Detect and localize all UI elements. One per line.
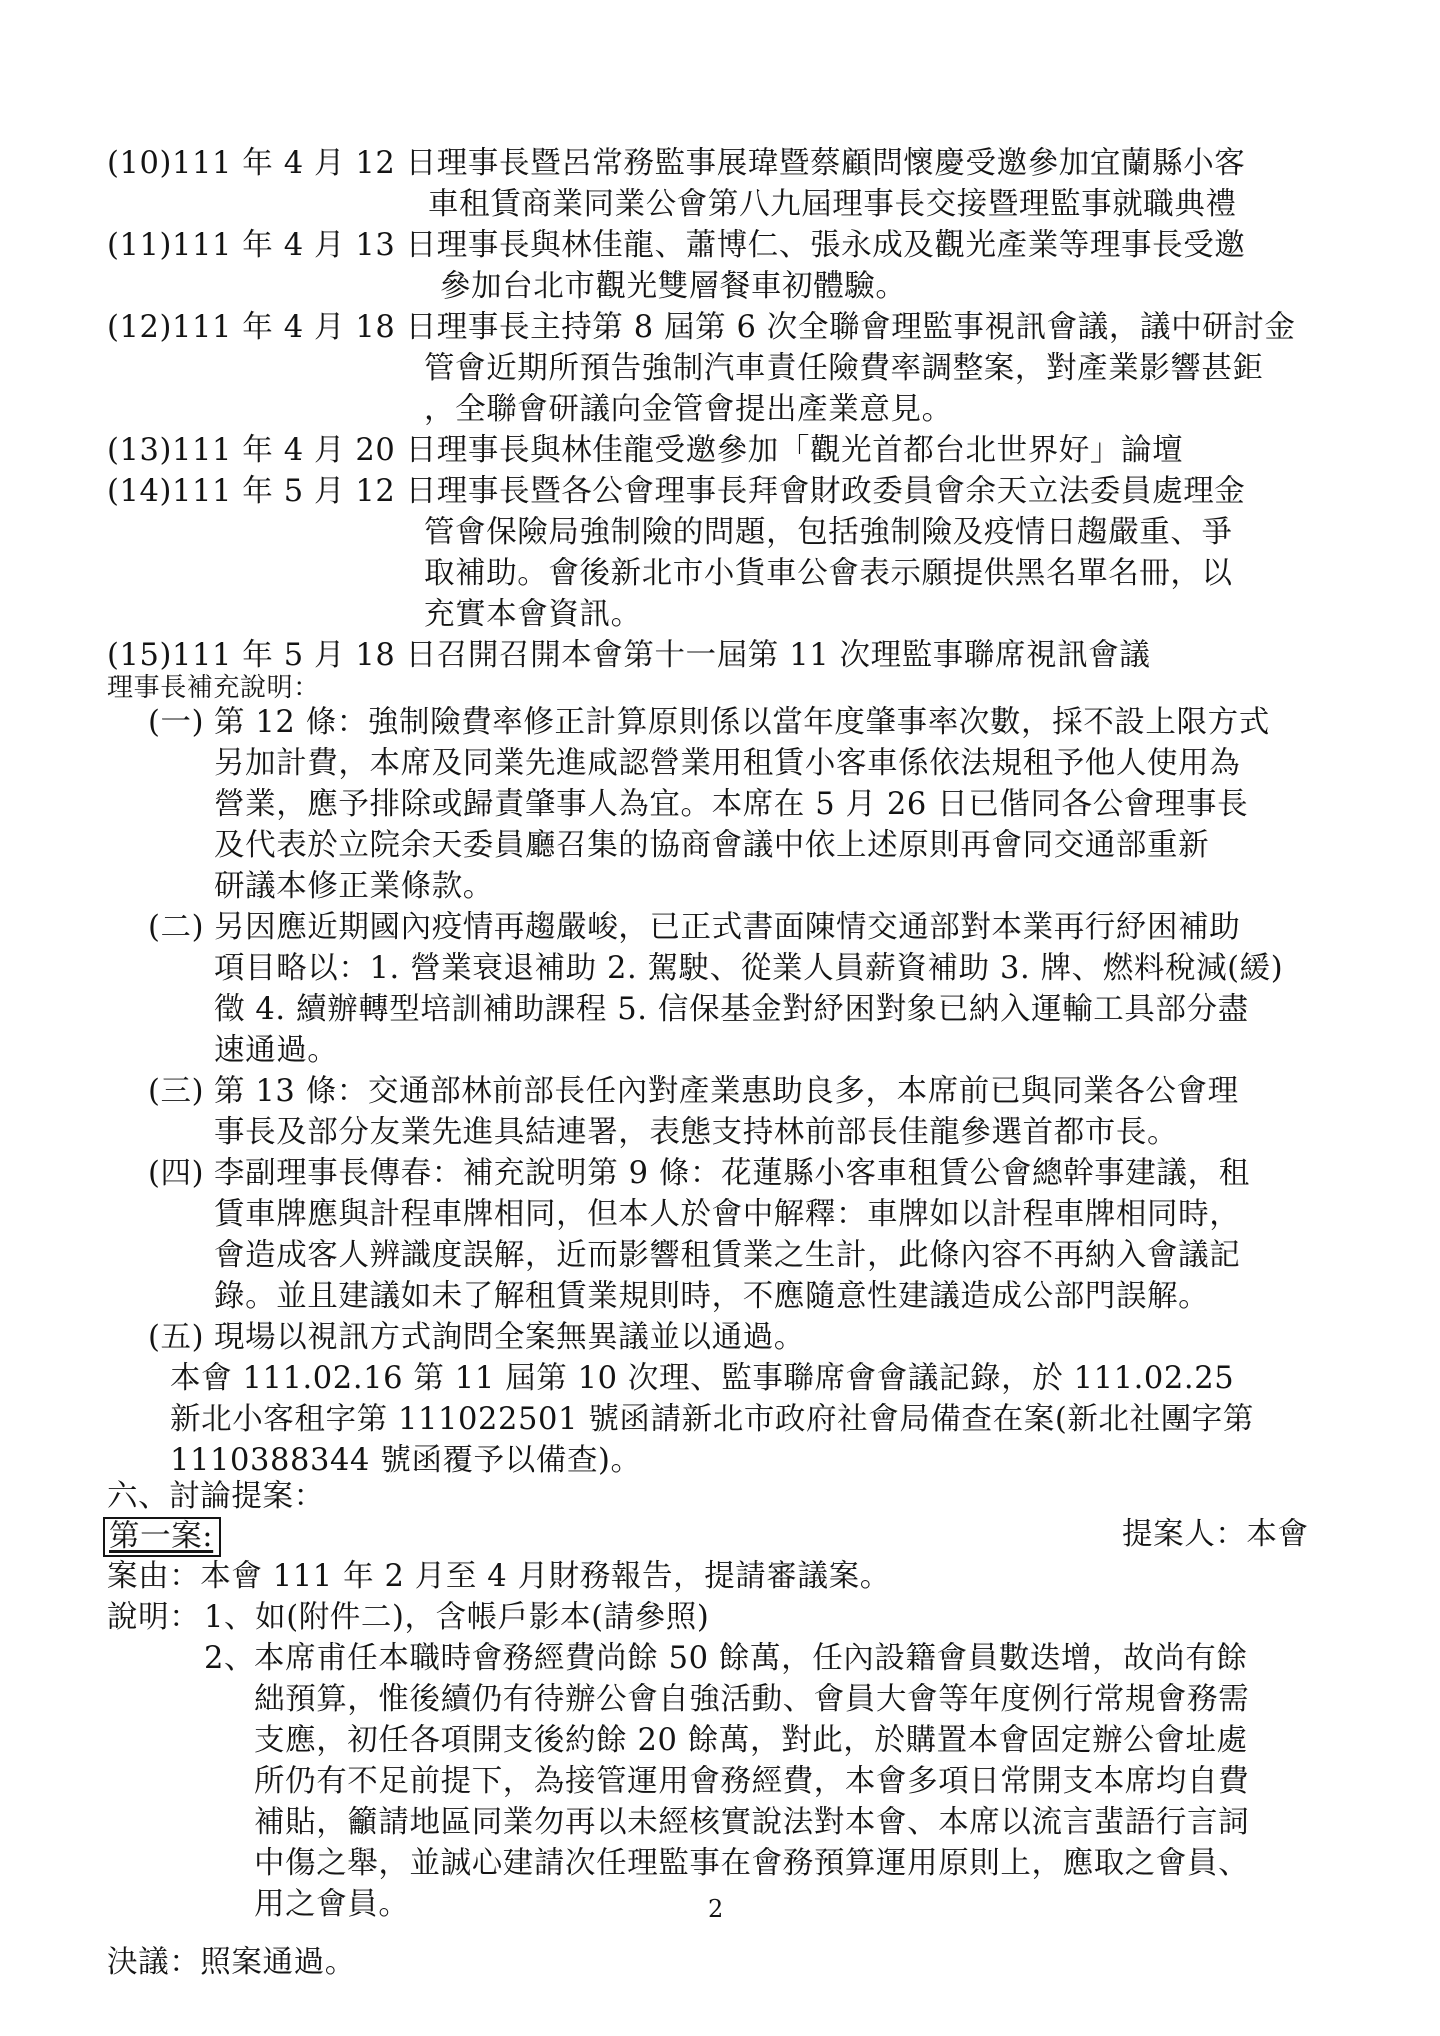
item-11-number: (11): [107, 228, 173, 263]
explain-item-2-line-4: 所仍有不足前提下，為接管運用會務經費，本會多項日常開支本席均自費: [254, 1764, 1250, 1799]
item-12-number: (12): [107, 310, 173, 345]
supplement-point-2-line-3: 徵 4. 續辦轉型培訓補助課程 5. 信保基金對紓困對象已納入運輸工具部分盡: [214, 992, 1249, 1027]
explain-item-2-number: 2、: [204, 1641, 256, 1676]
item-14-line-4: 充實本會資訊。: [424, 597, 642, 632]
item-10-line-2: 車租賃商業同業公會第八九屆理事長交接暨理監事就職典禮: [428, 187, 1237, 222]
item-10-line-1: 111 年 4 月 12 日理事長暨呂常務監事展瑋暨蔡顧問懷慶受邀參加宜蘭縣小客: [172, 146, 1246, 181]
supplement-point-1-line-5: 研議本修正業條款。: [214, 869, 494, 904]
supplement-point-3-line-2: 事長及部分友業先進具結連署，表態支持林前部長佳龍參選首都市長。: [214, 1115, 1179, 1150]
supplement-point-4-line-1: 李副理事長傳春：補充說明第 9 條：花蓮縣小客車租賃公會總幹事建議，租: [214, 1156, 1250, 1191]
supplement-point-1-line-3: 營業，應予排除或歸責肇事人為宜。本席在 5 月 26 日已偕同各公會理事長: [214, 787, 1249, 822]
supplement-point-2-line-2: 項目略以：1. 營業衰退補助 2. 駕駛、從業人員薪資補助 3. 牌、燃料稅減(緩): [214, 951, 1284, 986]
explain-item-2-line-5: 補貼，籲請地區同業勿再以未經核實說法對本會、本席以流言蜚語行言詞: [254, 1805, 1250, 1840]
case-1-label: 第一案:: [103, 1517, 221, 1557]
item-11-line-2: 參加台北市觀光雙層餐車初體驗。: [440, 269, 907, 304]
item-15-line-1: 111 年 5 月 18 日召開召開本會第十一屆第 11 次理監事聯席視訊會議: [172, 638, 1151, 673]
section-6-heading: 六、討論提案：: [107, 1479, 325, 1514]
supplement-point-1-line-4: 及代表於立院余天委員廳召集的協商會議中依上述原則再會同交通部重新: [214, 828, 1210, 863]
supplement-point-2-label: (二): [148, 910, 205, 945]
explain-item-1: 1、如(附件二)，含帳戶影本(請參照): [204, 1600, 710, 1635]
item-14-line-1: 111 年 5 月 12 日理事長暨各公會理事長拜會財政委員會余天立法委員處理金: [172, 474, 1246, 509]
supplement-point-3-label: (三): [148, 1074, 205, 1109]
case-proposer: 提案人：本會: [1122, 1517, 1309, 1552]
supplement-point-2-line-4: 速通過。: [214, 1033, 339, 1068]
supplement-point-1-line-1: 第 12 條：強制險費率修正計算原則係以當年度肇事率次數，採不設上限方式: [214, 705, 1270, 740]
item-10-number: (10): [107, 146, 173, 181]
supplement-point-4-label: (四): [148, 1156, 205, 1191]
item-15-number: (15): [107, 638, 173, 673]
record-line-2: 新北小客租字第 111022501 號函請新北市政府社會局備查在案(新北社團字第: [170, 1402, 1254, 1437]
item-12-line-2: 管會近期所預告強制汽車責任險費率調整案，對產業影響甚鉅: [424, 351, 1264, 386]
explain-item-2-line-3: 支應，初任各項開支後約餘 20 餘萬，對此，於購置本會固定辦公會址處: [254, 1723, 1248, 1758]
item-11-line-1: 111 年 4 月 13 日理事長與林佳龍、蕭博仁、張永成及觀光產業等理事長受邀: [172, 228, 1246, 263]
record-line-3: 1110388344 號函覆予以備查)。: [170, 1443, 642, 1478]
explain-item-2-line-2: 絀預算，惟後續仍有待辦公會自強活動、會員大會等年度例行常規會務需: [254, 1682, 1250, 1717]
item-12-line-1: 111 年 4 月 18 日理事長主持第 8 屆第 6 次全聯會理監事視訊會議，議中研討金: [172, 310, 1296, 345]
supplement-point-5-line-1: 現場以視訊方式詢問全案無異議並以通過。: [214, 1320, 805, 1355]
supplement-point-3-line-1: 第 13 條：交通部林前部長任內對產業惠助良多，本席前已與同業各公會理: [214, 1074, 1239, 1109]
item-14-line-3: 取補助。會後新北市小貨車公會表示願提供黑名單名冊，以: [424, 556, 1233, 591]
resolution: 決議：照案通過。: [107, 1945, 356, 1980]
page-number: 2: [708, 1895, 724, 1923]
supplement-point-2-line-1: 另因應近期國內疫情再趨嚴峻，已正式書面陳情交通部對本業再行紓困補助: [214, 910, 1241, 945]
supplement-point-1-label: (一): [148, 705, 205, 740]
supplement-point-4-line-2: 賃車牌應與計程車牌相同，但本人於會中解釋：車牌如以計程車牌相同時，: [214, 1197, 1241, 1232]
explain-item-2-line-6: 中傷之舉，並誠心建請次任理監事在會務預算運用原則上，應取之會員、: [254, 1846, 1250, 1881]
supplement-point-4-line-3: 會造成客人辨識度誤解，近而影響租賃業之生計，此條內容不再納入會議記: [214, 1238, 1241, 1273]
supplement-point-5-label: (五): [148, 1320, 205, 1355]
item-13-number: (13): [107, 433, 173, 468]
supplement-point-1-line-2: 另加計費，本席及同業先進咸認營業用租賃小客車係依法規租予他人使用為: [214, 746, 1241, 781]
explain-item-2-line-1: 本席甫任本職時會務經費尚餘 50 餘萬，任內設籍會員數迭增，故尚有餘: [254, 1641, 1248, 1676]
supplement-point-4-line-4: 錄。並且建議如未了解租賃業規則時，不應隨意性建議造成公部門誤解。: [214, 1279, 1210, 1314]
item-14-number: (14): [107, 474, 173, 509]
explain-item-2-line-7: 用之會員。: [254, 1887, 410, 1922]
item-14-line-2: 管會保險局強制險的問題，包括強制險及疫情日趨嚴重、爭: [424, 515, 1233, 550]
supplement-heading: 理事長補充說明：: [107, 673, 320, 703]
explain-label: 說明：: [107, 1600, 201, 1635]
item-13-line-1: 111 年 4 月 20 日理事長與林佳龍受邀參加「觀光首都台北世界好」論壇: [172, 433, 1184, 468]
record-line-1: 本會 111.02.16 第 11 屆第 10 次理、監事聯席會會議記錄，於 111.02.25: [170, 1361, 1235, 1396]
case-reason: 案由：本會 111 年 2 月至 4 月財務報告，提請審議案。: [107, 1559, 891, 1594]
item-12-line-3: ，全聯會研議向金管會提出產業意見。: [424, 392, 953, 427]
